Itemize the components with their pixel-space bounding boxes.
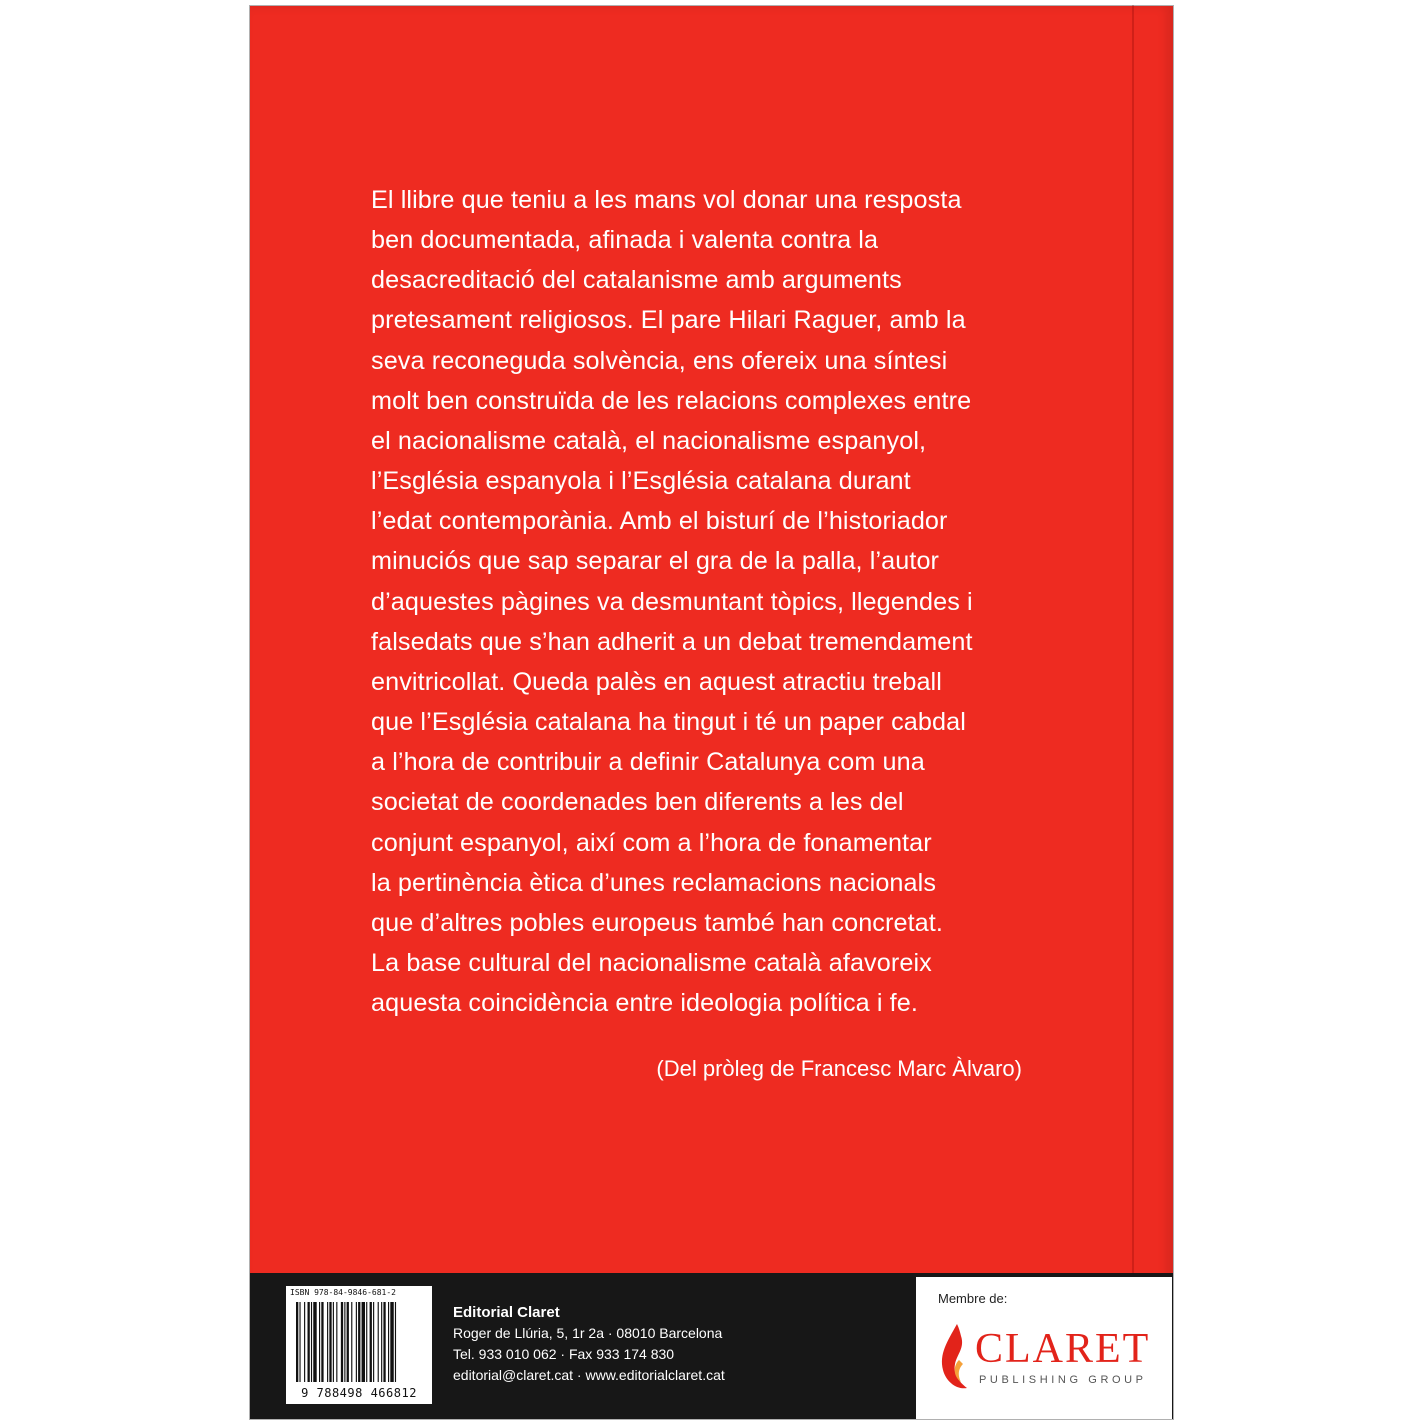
blurb-line: que l’Església catalana ha tingut i té un paper cabdal bbox=[371, 708, 966, 737]
publisher-name: Editorial Claret bbox=[453, 1304, 560, 1321]
claret-logo-subtitle: PUBLISHING GROUP bbox=[979, 1374, 1147, 1386]
publisher-web: editorial@claret.cat · www.editorialclaret.cat bbox=[453, 1367, 725, 1383]
blurb-line: El llibre que teniu a les mans vol donar una resposta bbox=[371, 186, 962, 214]
prologue-attribution: (Del pròleg de Francesc Marc Àlvaro) bbox=[656, 1056, 1022, 1081]
blurb-text bbox=[371, 180, 1071, 1023]
blurb-line: el nacionalisme català, el nacionalisme espanyol, bbox=[371, 426, 927, 455]
blurb-line: societat de coordenades ben diferents a les del bbox=[371, 788, 904, 817]
blurb-line: que d’altres pobles europeus també han concretat. bbox=[371, 908, 943, 937]
blurb-line: La base cultural del nacionalisme català afavoreix bbox=[371, 948, 932, 977]
blurb-line: desacreditació del catalanisme amb arguments bbox=[371, 266, 902, 295]
blurb-line: pretesament religiosos. El pare Hilari Raguer, amb la bbox=[371, 306, 966, 335]
isbn-digits: 9 788498 466812 bbox=[301, 1386, 417, 1400]
blurb-line: molt ben construïda de les relacions complexes entre bbox=[371, 386, 972, 415]
blurb-line: aquesta coincidència entre ideologia política i fe. bbox=[371, 989, 918, 1018]
blurb-line: ben documentada, afinada i valenta contra la bbox=[371, 226, 879, 255]
blurb-line: a l’hora de contribuir a definir Catalunya com una bbox=[371, 748, 925, 777]
blurb-line: conjunt espanyol, així com a l’hora de fonamentar bbox=[371, 828, 932, 857]
claret-logo-text: CLARET bbox=[975, 1326, 1151, 1372]
flame-icon bbox=[937, 1322, 973, 1394]
member-label: Membre de: bbox=[938, 1291, 1008, 1306]
blurb-line: l’Església espanyola i l’Església catalana durant bbox=[371, 467, 911, 496]
blurb-line: envitricollat. Queda palès en aquest atractiu treball bbox=[371, 667, 942, 696]
blurb-line: l’edat contemporània. Amb el bisturí de l’historiador bbox=[371, 507, 948, 536]
cover-fold-line bbox=[1132, 5, 1134, 1273]
blurb-line: la pertinència ètica d’unes reclamacions nacionals bbox=[371, 868, 937, 897]
barcode-icon bbox=[296, 1302, 426, 1386]
publisher-phone: Tel. 933 010 062 · Fax 933 174 830 bbox=[453, 1346, 675, 1362]
publisher-info bbox=[453, 1302, 725, 1386]
blurb-line: seva reconeguda solvència, ens ofereix una síntesi bbox=[371, 346, 948, 375]
isbn-label: ISBN 978-84-9846-681-2 bbox=[290, 1288, 396, 1297]
blurb-line: falsedats que s’han adherit a un debat tremendament bbox=[371, 627, 973, 656]
blurb-line: d’aquestes pàgines va desmuntant tòpics, llegendes i bbox=[371, 587, 973, 616]
blurb-line: minuciós que sap separar el gra de la palla, l’autor bbox=[371, 547, 940, 576]
publisher-address: Roger de Llúria, 5, 1r 2a · 08010 Barcelona bbox=[453, 1325, 723, 1341]
